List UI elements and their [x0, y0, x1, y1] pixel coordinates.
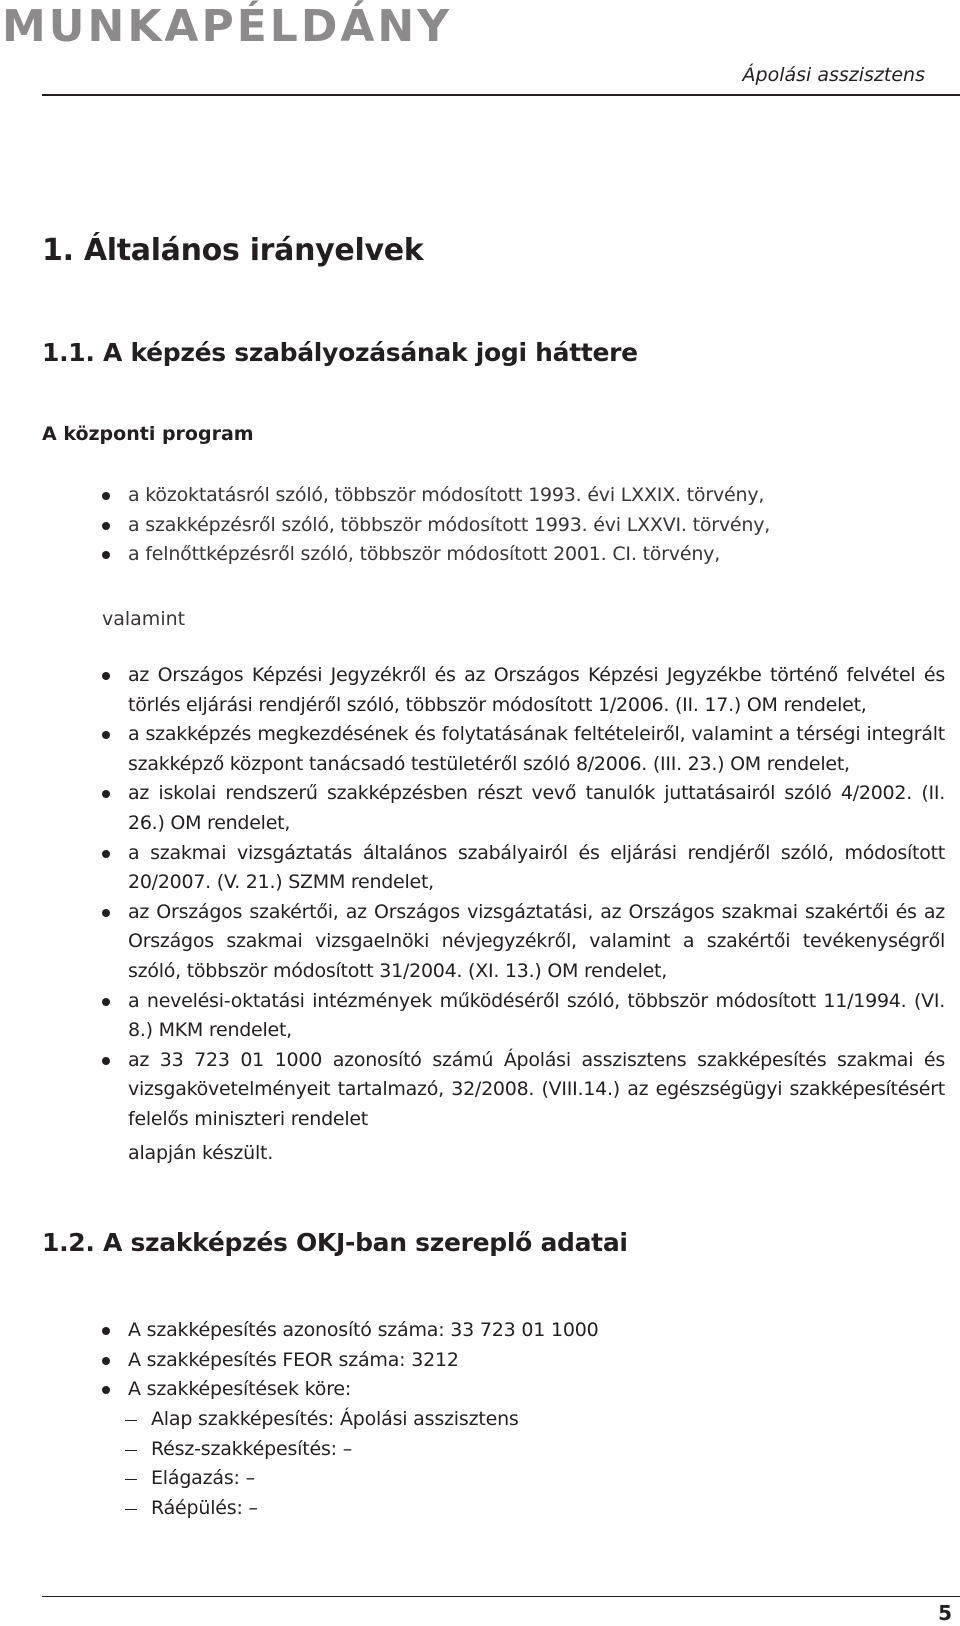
list-item [100, 511, 960, 541]
running-head: Ápolási asszisztens [742, 64, 925, 86]
bullet-icon [102, 1386, 110, 1394]
sublist-item-text: Ráépülés: – [151, 1496, 258, 1519]
okj-sublist [125, 1405, 725, 1523]
list-item [100, 1346, 800, 1376]
sublist-item-text: Alap szakképesítés: Ápolási asszisztens [151, 1408, 519, 1430]
page-number: 5 [938, 1601, 952, 1625]
list-item [100, 540, 960, 570]
list-item [100, 481, 960, 511]
bullet-icon [102, 909, 110, 917]
bullet-icon [102, 1327, 110, 1335]
dash-icon [125, 1420, 137, 1421]
list-item [100, 779, 945, 838]
list-item-text: A szakképesítés FEOR száma: 3212 [128, 1348, 459, 1371]
list-item [100, 720, 945, 779]
bullet-icon [102, 1057, 110, 1065]
bullet-icon [102, 551, 110, 559]
watermark-text: MUNKAPÉLDÁNY [2, 1, 453, 52]
bullet-icon [102, 850, 110, 858]
list-item-text: a szakmai vizsgáztatás általános szabályairól és eljárási rendjéről szóló, módosított 20/2007. (V. 21.) SZMM rendelet, [128, 841, 945, 894]
chapter-heading: 1. Általános irányelvek [42, 233, 424, 268]
footer-rule [42, 1596, 960, 1597]
list-item [100, 839, 945, 898]
list-item [100, 1375, 800, 1405]
bullet-icon [102, 672, 110, 680]
list-item-text: az 33 723 01 1000 azonosító számú Ápolási asszisztens szakképesítés szakmai és vizsgakövetelményeit tartalmazó, 32/2008. (VIII.14.) az egészségügyi szakképesítésért felelős miniszteri rendelet [128, 1048, 945, 1130]
sublist-item [125, 1405, 725, 1435]
sublist-item [125, 1464, 725, 1494]
subheading-central-program: A központi program [42, 423, 254, 445]
bullet-icon [102, 998, 110, 1006]
bullet-icon [102, 1357, 110, 1365]
bullet-icon [102, 731, 110, 739]
list-item-text: a felnőttképzésről szóló, többször módosított 2001. CI. törvény, [128, 543, 721, 565]
list-item-text: a szakképzés megkezdésének és folytatásának feltételeiről, valamint a térségi integrált szakképző központ tanácsadó testületéről szóló 8/2006. (III. 23.) OM rendelet, [128, 723, 945, 775]
regulations-list [100, 661, 945, 1135]
list-item-text: az Országos szakértői, az Országos vizsgáztatási, az Országos szakmai szakértői és az Országos szakmai vizsgaelnöki névjegyzékről, valamint a szakértői tevékenységről szóló, többször módosított 31/2004. (XI. 13.) OM rendelet, [128, 900, 945, 982]
sublist-item [125, 1435, 725, 1465]
bullet-icon [102, 790, 110, 798]
sublist-item-text: Elágazás: – [151, 1467, 255, 1490]
section-heading-okj-data: 1.2. A szakképzés OKJ-ban szereplő adatai [42, 1228, 628, 1257]
list-item-text: a szakképzésről szóló, többször módosított 1993. évi LXXVI. törvény, [128, 513, 771, 536]
dash-icon [125, 1479, 137, 1480]
bullet-icon [102, 492, 110, 500]
list-item-text: a nevelési-oktatási intézmények működéséről szóló, többször módosított 11/1994. (VI. 8.) MKM rendelet, [128, 989, 945, 1042]
list-item-text: az iskolai rendszerű szakképzésben részt vevő tanulók juttatásairól szóló 4/2002. (II. 26.) OM rendelet, [128, 782, 945, 834]
list-item [100, 898, 945, 987]
dash-icon [125, 1450, 137, 1451]
okj-list [100, 1316, 800, 1405]
list-item [100, 1316, 800, 1346]
bullet-icon [102, 522, 110, 530]
list-item-text: a közoktatásról szóló, többször módosított 1993. évi LXXIX. törvény, [128, 484, 765, 506]
list-item-text: az Országos Képzési Jegyzékről és az Országos Képzési Jegyzékbe történő felvétel és törlés eljárási rendjéről szóló, többször módosított 1/2006. (II. 17.) OM rendelet, [128, 664, 945, 716]
section-heading-legal-background: 1.1. A képzés szabályozásának jogi háttere [42, 338, 638, 367]
list-item-text: A szakképesítés azonosító száma: 33 723 01 1000 [128, 1319, 599, 1341]
connector-text: valamint [102, 608, 186, 630]
list-item [100, 987, 945, 1046]
list-item-text: A szakképesítések köre: [128, 1378, 352, 1401]
sublist-item-text: Rész-szakképesítés: – [151, 1437, 353, 1460]
dash-icon [125, 1509, 137, 1510]
list-item [100, 661, 945, 720]
closing-text: alapján készült. [128, 1142, 274, 1164]
header-rule [42, 94, 960, 96]
laws-list [100, 481, 960, 570]
list-item [100, 1046, 945, 1135]
sublist-item [125, 1494, 725, 1524]
